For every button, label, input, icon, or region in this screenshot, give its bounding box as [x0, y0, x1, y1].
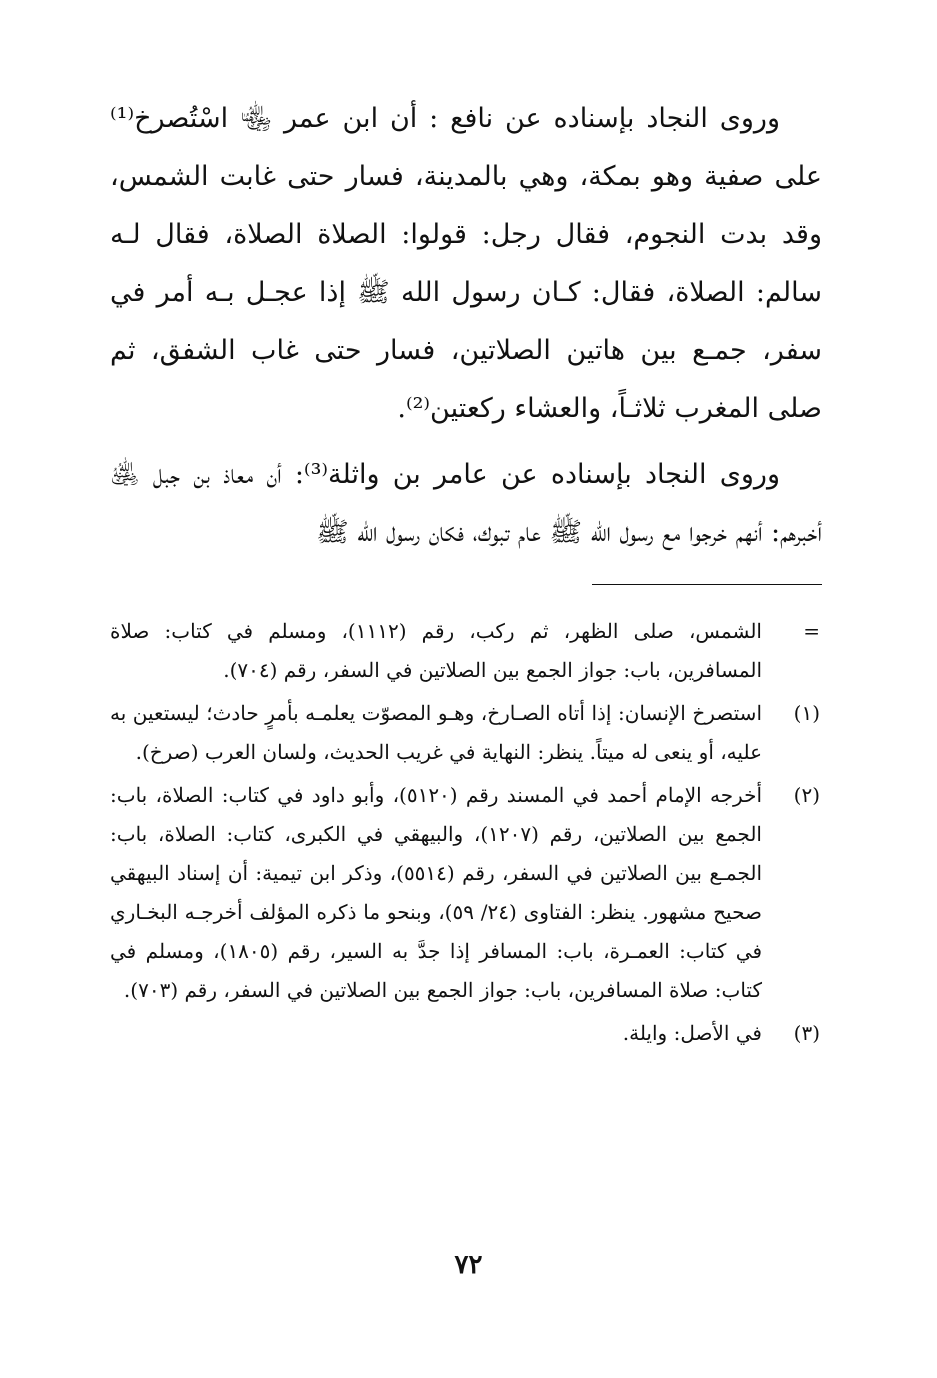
- footnote-separator: [592, 584, 822, 585]
- page-number: ٧٢: [454, 1250, 483, 1280]
- footnote: [110, 776, 822, 1010]
- footnote-marker: (١): [793, 701, 820, 725]
- paragraph: وروى النجاد بإسناده عن عامر بن واثلة⁽³⁾: أن معاذ بن جبل ﵁ أخبرهم: أنهم خرجوا مع رسول الله ﷺ عام تبوك، فكان رسول الله ﷺ: [110, 459, 822, 548]
- footnote-marker: (٣): [793, 1021, 820, 1045]
- footnote-text: الشمس، صلى الظهر، ثم ركب، رقم (١١١٢)، ومسلم في كتاب: صلاة المسافرين، باب: جواز الجمع بين الصلاتين في السفر، رقم (٧٠٤).: [110, 619, 762, 682]
- footnote-marker: (٢): [793, 783, 820, 807]
- book-page: [110, 90, 822, 1320]
- footnote: [110, 694, 822, 772]
- footnote-text: في الأصل: وايلة.: [622, 1021, 762, 1045]
- footnote-text: استصرخ الإنسان: إذا أتاه الصـارخ، وهـو المصوّت يعلمـه بأمرٍ حادث؛ ليستعين به عليه، أو ينعى له ميتاً. ينظر: النهاية في غريب الحديث، ولسان العرب (صرخ).: [110, 701, 762, 764]
- paragraph: وروى النجاد بإسناده عن نافع : أن ابن عمر ﵄ اسْتُصرخ⁽¹⁾ على صفية وهو بمكة، وهي بالمدينة، فسار حتى غابت الشمس، وقد بدت النجوم، فقال رجل: قولوا: الصلاة الصلاة، فقال لـه سالم: الصلاة، فقال: كـان رسول الله ﷺ إذا عجـل بـه أمر في سفر، جمـع بين هاتين الصلاتين، فسار حتى غاب الشفق، ثم صلى المغرب ثلاثـاً، والعشاء ركعتين⁽²⁾.: [110, 103, 822, 424]
- footnote: [110, 1014, 822, 1053]
- footnote-marker: =: [803, 619, 820, 643]
- footnotes: [110, 612, 822, 1057]
- footnote-text: أخرجه الإمام أحمد في المسند رقم (٥١٢٠)، وأبو داود في كتاب: الصلاة، باب: الجمع بين الصلاتين، رقم (١٢٠٧)، والبيهقي في الكبرى، كتاب: الصلاة، باب: الجمـع بين الصلاتين في السفر، رقم (٥٥١٤)، وذكر ابن تيمية: أن إسناد البيهقي صحيح مشهور. ينظر: الفتاوى (٢٤/ ٥٩)، وبنحو ما ذكره المؤلف أخرجـه البخـاري في كتاب: العمـرة، باب: المسافر إذا جدَّ به السير، رقم (١٨٠٥)، ومسلم في كتاب: صلاة المسافرين، باب: جواز الجمع بين الصلاتين في السفر، رقم (٧٠٣).: [110, 783, 763, 1002]
- main-text: [110, 90, 822, 562]
- footnote: [110, 612, 822, 690]
